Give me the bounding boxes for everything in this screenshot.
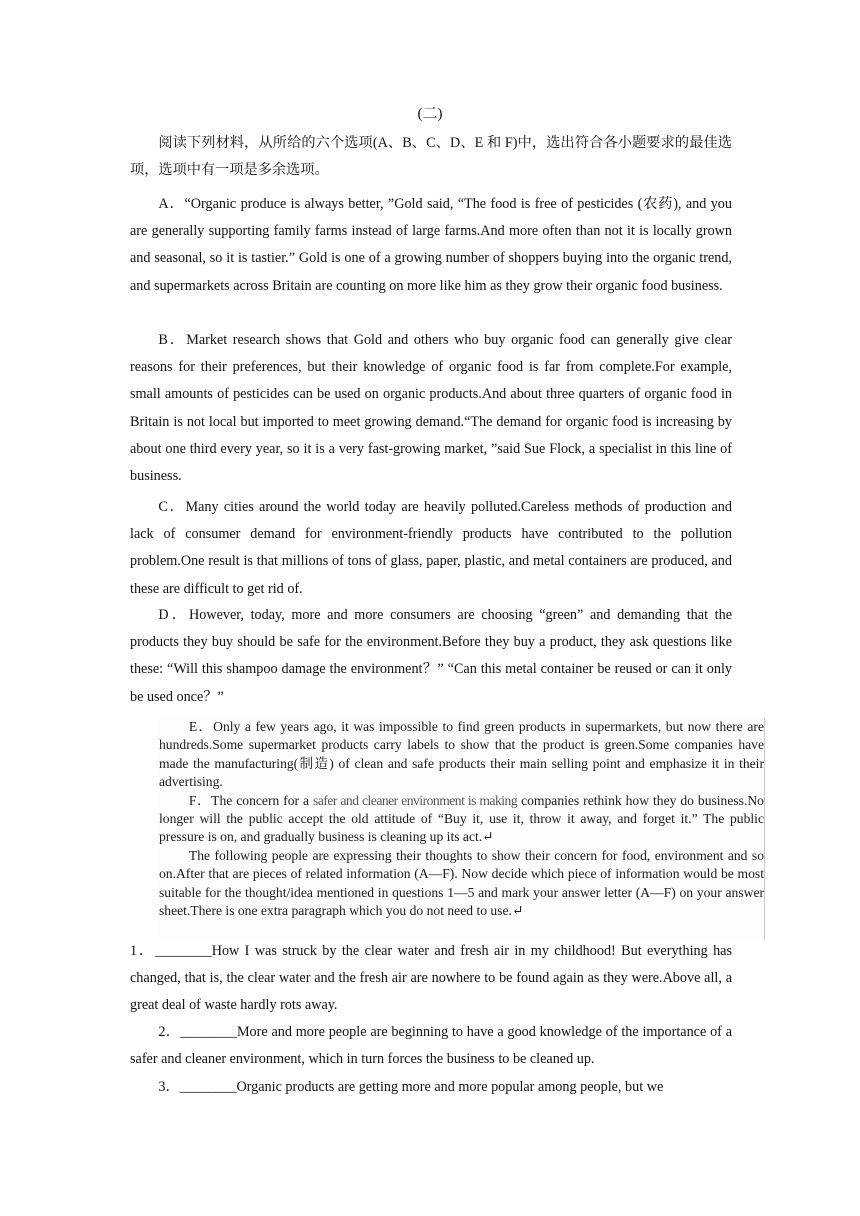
paragraph-f-end: companies rethink how they do business.No longer will the public accept the old attitude of “Buy it, use it, throw it away, and forget it.” The public pressure is on, and gradually business is cleaning up its act.↵ bbox=[159, 792, 764, 845]
paragraph-a: A．“Organic produce is always better, ”Gold said, “The food is free of pesticides (农药), and you are generally supporting family farms instead of large farms.And more often than not it is locally grown and seasonal, so it is tastier.” Gold is one of a growing number of shoppers buying into the organic trend, and supermarkets across Britain are counting on more like him as they grow their organic food business. bbox=[130, 196, 732, 294]
paragraph-e: E．Only a few years ago, it was impossible to find green products in supermarkets, but now there are hundreds.Some supermarket products carry labels to show that the product is green.Some companies have made the manufacturing(制造) of clean and safe products their main selling point and emphasize it in their advertising. bbox=[159, 719, 764, 790]
question-text: How I was struck by the clear water and fresh air in my childhood! But everything has changed, that is, the clear water and the fresh air are nowhere to be found again as they were.Above all, a great deal of waste hardly rots away. bbox=[130, 943, 732, 1014]
paragraph-d: D．However, today, more and more consumers are choosing “green” and demanding that the products they buy should be safe for the environment.Before they buy a product, they ask questions like these: “Will this shampoo damage the environment？” “Can this metal container be reused or can it only be used once？” bbox=[130, 607, 732, 705]
question-number: 2． bbox=[158, 1024, 181, 1040]
question-1 bbox=[130, 938, 732, 1020]
paragraph-f-start: F．The concern for a bbox=[188, 792, 314, 808]
question-3 bbox=[130, 1074, 732, 1101]
directions: The following people are expressing their thoughts to show their concern for food, environment and so on.After that are pieces of related information (A—F). Now decide which piece of information would be most suitable for the thought/idea mentioned in questions 1—5 and mark your answer letter (A—F) on your answer sheet.There is one extra paragraph which you do not need to use.↵ bbox=[159, 847, 764, 919]
question-text: More and more people are beginning to have a good knowledge of the importance of a safer and cleaner environment, which in turn forces the business to be cleaned up. bbox=[130, 1024, 732, 1068]
answer-blank: ________ bbox=[179, 1079, 237, 1095]
answer-blank: ________ bbox=[154, 943, 212, 959]
question-text: Organic products are getting more and more popular among people, but we bbox=[236, 1079, 664, 1095]
paragraph-f bbox=[159, 792, 764, 847]
paragraph-f-smudged-text: safer and cleaner environment is making bbox=[313, 792, 518, 808]
question-number: 3． bbox=[158, 1079, 180, 1095]
paragraph-b: B．Market research shows that Gold and others who buy organic food can generally give clear reasons for their preferences, but their knowledge of organic food is far from complete.For example, small amounts of pesticides can be used on organic products.And about three quarters of organic food in Britain is not local but imported to meet growing demand.“The demand for organic food is increasing by about one third every year, so it is a very fast-growing market, ”said Sue Flock, a specialist in this line of business. bbox=[130, 332, 732, 485]
question-number: 1． bbox=[130, 943, 155, 959]
answer-blank: ________ bbox=[180, 1024, 237, 1040]
question-2 bbox=[130, 1019, 732, 1073]
instructions: 阅读下列材料，从所给的六个选项(A、B、C、D、E 和 F)中，选出符合各小题要求的最佳选项，选项中有一项是多余选项。 bbox=[130, 135, 732, 179]
scanned-image-block bbox=[159, 718, 765, 940]
paragraph-c: C．Many cities around the world today are heavily polluted.Careless methods of production and lack of consumer demand for environment-friendly products have contributed to the pollution problem.One result is that millions of tons of glass, paper, plastic, and metal containers are produced, and these are difficult to get rid of. bbox=[130, 499, 732, 597]
section-title: (二) bbox=[417, 106, 443, 122]
